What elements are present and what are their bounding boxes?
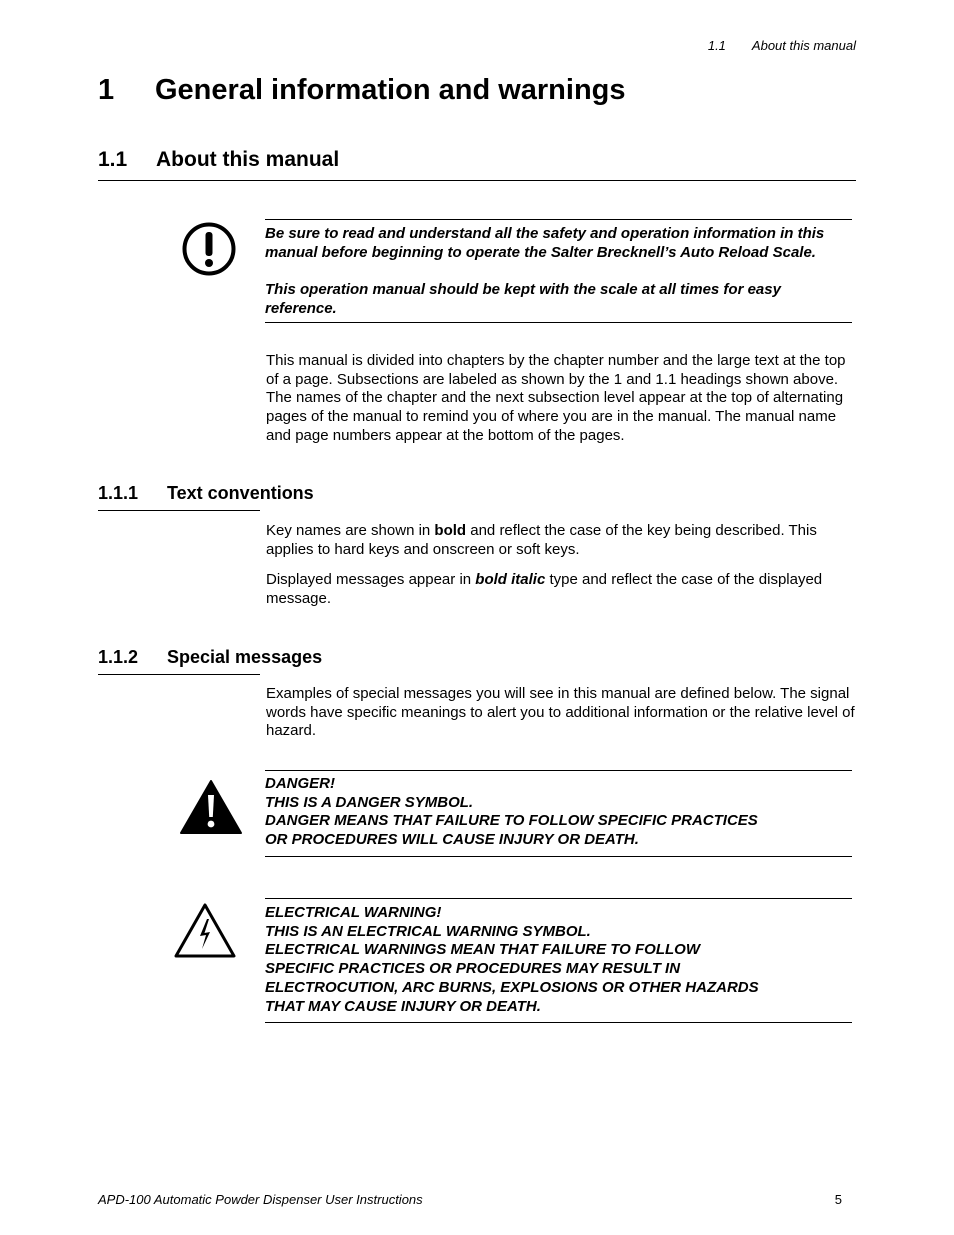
intro-paragraph: This manual is divided into chapters by the chapter number and the large text at the top of a page. Subsections are labeled as shown by the 1 and 1.1 headings shown above. The names of the chapter and the next subsection level appear at the top of alternating pages of the manual to remind you of where you are in the manual. The manual name and page numbers appear at the bottom of the pages.	[266, 352, 846, 444]
chapter-title: General information and warnings	[155, 74, 626, 106]
chapter-heading	[98, 74, 626, 107]
danger-line-3: DANGER MEANS THAT FAILURE TO FOLLOW SPECIFIC PRACTICES	[265, 812, 758, 830]
danger-line-4: OR PROCEDURES WILL CAUSE INJURY OR DEATH.	[265, 831, 639, 849]
displayed-messages-text-start: Displayed messages appear in	[266, 571, 476, 589]
notice-paragraph-2: This operation manual should be kept with the scale at all times for easy reference.	[265, 281, 781, 317]
electrical-line-1: ELECTRICAL WARNING!	[265, 904, 442, 921]
special-messages-title: Special messages	[167, 647, 323, 667]
danger-line-2: THIS IS A DANGER SYMBOL.	[265, 793, 474, 811]
key-names-text-start: Key names are shown in	[266, 522, 435, 539]
exclamation-circle-icon	[182, 222, 236, 276]
section-number: 1.1	[98, 148, 128, 171]
key-names-paragraph	[266, 522, 856, 559]
bold-example: bold	[434, 522, 467, 539]
danger-triangle-icon	[179, 779, 243, 835]
text-conventions-number: 1.1.1	[98, 483, 139, 503]
electrical-warning-triangle-icon	[173, 902, 237, 959]
intro-text	[266, 352, 856, 458]
section-title: About this manual	[156, 148, 340, 171]
electrical-line-6: THAT MAY CAUSE INJURY OR DEATH.	[265, 997, 541, 1015]
key-names-text-end: and reflect the case of the key being described. This applies to hard keys and onscreen or soft keys.	[266, 522, 817, 558]
displayed-messages-paragraph	[266, 571, 856, 608]
footer-page-number: 5	[834, 1192, 842, 1207]
running-header-title: About this manual	[751, 38, 856, 53]
footer-manual-name: APD-100 Automatic Powder Dispenser User Instructions	[98, 1192, 423, 1207]
page-footer	[98, 1192, 842, 1207]
special-messages-number: 1.1.2	[98, 647, 139, 667]
special-messages-body	[266, 685, 856, 753]
danger-message-box	[265, 770, 852, 857]
important-notice-box	[265, 219, 852, 323]
section-heading	[98, 148, 856, 181]
running-header	[708, 38, 856, 53]
displayed-messages-text-end: type and reflect the case of the displayed message.	[266, 571, 823, 608]
danger-line-1: DANGER!	[265, 775, 335, 792]
electrical-line-3: ELECTRICAL WARNINGS MEAN THAT FAILURE TO FOLLOW	[265, 941, 700, 959]
chapter-number: 1	[98, 74, 115, 106]
electrical-line-4: SPECIFIC PRACTICES OR PROCEDURES MAY RESULT IN	[265, 960, 681, 978]
electrical-warning-message-box	[265, 898, 852, 1023]
special-messages-intro: Examples of special messages you will see in this manual are defined below. The signal words have specific meanings to alert you to additional information or the relative level of hazard.	[266, 685, 855, 740]
text-conventions-title: Text conventions	[167, 483, 314, 503]
bold-italic-example: bold italic	[475, 571, 546, 589]
electrical-line-2: THIS IS AN ELECTRICAL WARNING SYMBOL.	[265, 922, 591, 940]
electrical-line-5: ELECTROCUTION, ARC BURNS, EXPLOSIONS OR OTHER HAZARDS	[265, 978, 759, 996]
text-conventions-heading	[98, 483, 314, 511]
notice-paragraph-1: Be sure to read and understand all the safety and operation information in this manual before beginning to operate the Salter Brecknell’s Auto Reload Scale.	[265, 225, 825, 261]
special-messages-heading	[98, 647, 323, 675]
running-header-number: 1.1	[707, 38, 726, 53]
text-conventions-body	[266, 522, 856, 621]
